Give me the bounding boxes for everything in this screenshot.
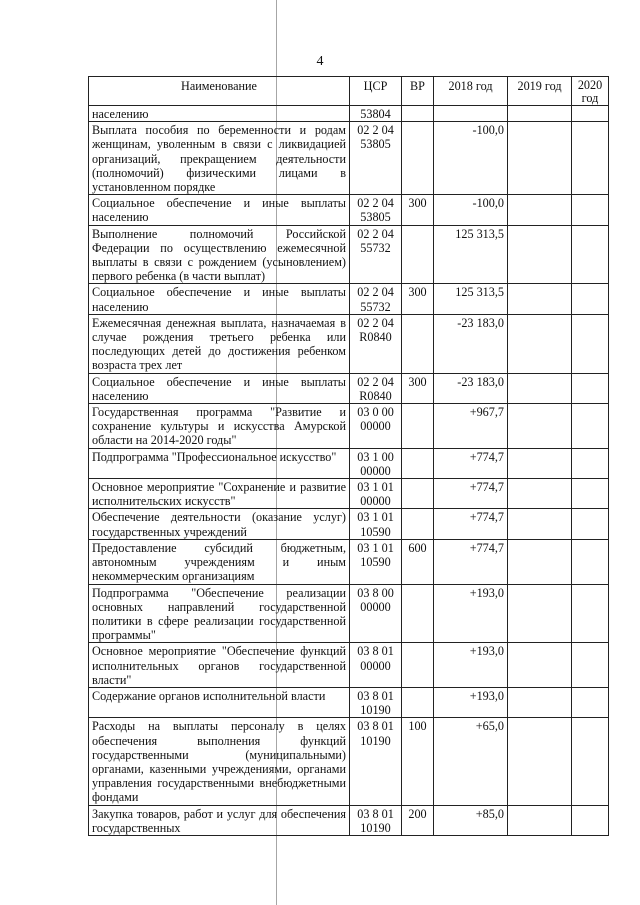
row-vr-cell	[402, 509, 434, 539]
row-2020-cell	[572, 718, 609, 805]
row-vr-cell: 100	[402, 718, 434, 805]
row-2019-cell	[508, 479, 572, 509]
row-2020-cell	[572, 195, 609, 225]
row-2018-cell: +193,0	[434, 584, 508, 643]
row-csr-cell: 03 0 00 00000	[350, 404, 402, 449]
row-2020-cell	[572, 106, 609, 122]
row-2019-cell	[508, 448, 572, 478]
row-vr-cell	[402, 687, 434, 717]
row-name-cell: Предоставление субсидий бюджетным, автономным учреждениям и иным некоммерческим организациям	[89, 539, 350, 584]
row-2018-cell: +774,7	[434, 479, 508, 509]
row-csr-cell: 03 1 00 00000	[350, 448, 402, 478]
row-vr-cell	[402, 479, 434, 509]
row-csr-cell: 02 2 04 53805	[350, 195, 402, 225]
row-2018-cell: -23 183,0	[434, 314, 508, 373]
table-row	[89, 314, 609, 373]
row-name-cell: Содержание органов исполнительной власти	[89, 687, 350, 717]
row-name-cell: Социальное обеспечение и иные выплаты населению	[89, 284, 350, 314]
row-2018-cell: +774,7	[434, 448, 508, 478]
row-2018-cell: +774,7	[434, 539, 508, 584]
row-2019-cell	[508, 584, 572, 643]
table-row	[89, 718, 609, 805]
row-name-cell: Обеспечение деятельности (оказание услуг) государственных учреждений	[89, 509, 350, 539]
row-name-cell: Подпрограмма "Обеспечение реализации основных направлений государственной политики в сфере реализации государственной программы"	[89, 584, 350, 643]
row-vr-cell: 600	[402, 539, 434, 584]
page-number: 4	[316, 54, 324, 69]
table-body	[89, 106, 609, 836]
row-2019-cell	[508, 718, 572, 805]
row-name-cell: Закупка товаров, работ и услуг для обеспечения государственных	[89, 805, 350, 835]
row-2019-cell	[508, 509, 572, 539]
row-2019-cell	[508, 643, 572, 688]
table-row	[89, 479, 609, 509]
row-vr-cell: 300	[402, 195, 434, 225]
row-2020-cell	[572, 479, 609, 509]
table-row	[89, 225, 609, 284]
row-2019-cell	[508, 805, 572, 835]
header-2019: 2019 год	[508, 77, 572, 106]
row-2018-cell: +85,0	[434, 805, 508, 835]
row-vr-cell	[402, 404, 434, 449]
row-csr-cell: 03 8 01 10190	[350, 805, 402, 835]
table-row	[89, 643, 609, 688]
row-vr-cell	[402, 643, 434, 688]
row-2018-cell: -100,0	[434, 122, 508, 195]
row-2019-cell	[508, 284, 572, 314]
row-name-cell: Выполнение полномочий Российской Федерации по осуществлению ежемесячной выплаты в связи с рождением (усыновлением) первого ребенка (в части выплат)	[89, 225, 350, 284]
row-2020-cell	[572, 448, 609, 478]
row-name-cell: Ежемесячная денежная выплата, назначаемая в случае рождения третьего ребенка или последующих детей до достижения ребенком возраста трех лет	[89, 314, 350, 373]
row-2018-cell: -100,0	[434, 195, 508, 225]
row-csr-cell: 03 8 00 00000	[350, 584, 402, 643]
row-2020-cell	[572, 314, 609, 373]
row-csr-cell: 03 8 01 10190	[350, 687, 402, 717]
row-vr-cell	[402, 106, 434, 122]
row-2020-cell	[572, 284, 609, 314]
table-row	[89, 509, 609, 539]
table-row	[89, 539, 609, 584]
row-2020-cell	[572, 509, 609, 539]
row-csr-cell: 03 8 01 00000	[350, 643, 402, 688]
row-2018-cell: +65,0	[434, 718, 508, 805]
row-2018-cell: +967,7	[434, 404, 508, 449]
row-vr-cell	[402, 448, 434, 478]
row-vr-cell: 300	[402, 284, 434, 314]
row-2020-cell	[572, 122, 609, 195]
header-csr: ЦСР	[350, 77, 402, 106]
row-2020-cell	[572, 539, 609, 584]
row-vr-cell	[402, 584, 434, 643]
row-2018-cell	[434, 106, 508, 122]
row-2019-cell	[508, 314, 572, 373]
row-csr-cell: 02 2 04 R0840	[350, 373, 402, 403]
table-row	[89, 687, 609, 717]
row-2020-cell	[572, 225, 609, 284]
table-row	[89, 284, 609, 314]
table-row	[89, 195, 609, 225]
row-2019-cell	[508, 539, 572, 584]
table-row	[89, 122, 609, 195]
row-2020-cell	[572, 373, 609, 403]
row-2018-cell: -23 183,0	[434, 373, 508, 403]
row-2018-cell: 125 313,5	[434, 284, 508, 314]
row-csr-cell: 02 2 04 55732	[350, 225, 402, 284]
table-row	[89, 448, 609, 478]
row-2018-cell: 125 313,5	[434, 225, 508, 284]
table-row	[89, 373, 609, 403]
row-vr-cell: 200	[402, 805, 434, 835]
row-name-cell: Расходы на выплаты персоналу в целях обеспечения выполнения функций государственными (муниципальными) органами, казенными учреждениями, органами управления государственными внебюджетными фондами	[89, 718, 350, 805]
header-2018: 2018 год	[434, 77, 508, 106]
row-csr-cell: 02 2 04 53805	[350, 122, 402, 195]
row-2019-cell	[508, 225, 572, 284]
row-2019-cell	[508, 122, 572, 195]
row-vr-cell	[402, 225, 434, 284]
row-2018-cell: +193,0	[434, 687, 508, 717]
row-2019-cell	[508, 106, 572, 122]
row-csr-cell: 03 8 01 10190	[350, 718, 402, 805]
row-csr-cell: 03 1 01 10590	[350, 509, 402, 539]
table-header-row	[89, 77, 609, 106]
row-csr-cell: 03 1 01 00000	[350, 479, 402, 509]
row-vr-cell	[402, 122, 434, 195]
row-2019-cell	[508, 404, 572, 449]
table-row	[89, 805, 609, 835]
row-2018-cell: +193,0	[434, 643, 508, 688]
table-row	[89, 404, 609, 449]
row-2019-cell	[508, 687, 572, 717]
row-vr-cell: 300	[402, 373, 434, 403]
row-2019-cell	[508, 373, 572, 403]
row-2020-cell	[572, 584, 609, 643]
row-2018-cell: +774,7	[434, 509, 508, 539]
row-name-cell: Подпрограмма "Профессиональное искусство"	[89, 448, 350, 478]
row-name-cell: Основное мероприятие "Сохранение и развитие исполнительских искусств"	[89, 479, 350, 509]
row-name-cell: Социальное обеспечение и иные выплаты населению	[89, 373, 350, 403]
row-csr-cell: 03 1 01 10590	[350, 539, 402, 584]
row-csr-cell: 53804	[350, 106, 402, 122]
header-name: Наименование	[89, 77, 350, 106]
row-2020-cell	[572, 687, 609, 717]
row-name-cell: Выплата пособия по беременности и родам женщинам, уволенным в связи с ликвидацией организаций, прекращением деятельности (полномочий) физическими лицами в установленном порядке	[89, 122, 350, 195]
table-row	[89, 106, 609, 122]
row-csr-cell: 02 2 04 55732	[350, 284, 402, 314]
row-2019-cell	[508, 195, 572, 225]
header-2020: 2020 год	[572, 77, 609, 106]
row-csr-cell: 02 2 04 R0840	[350, 314, 402, 373]
row-2020-cell	[572, 643, 609, 688]
row-name-cell: Основное мероприятие "Обеспечение функций исполнительных органов государственной власти"	[89, 643, 350, 688]
budget-table	[88, 76, 609, 836]
row-name-cell: Социальное обеспечение и иные выплаты населению	[89, 195, 350, 225]
row-vr-cell	[402, 314, 434, 373]
table-row	[89, 584, 609, 643]
row-2020-cell	[572, 404, 609, 449]
row-name-cell: Государственная программа "Развитие и сохранение культуры и искусства Амурской области на 2014-2020 годы"	[89, 404, 350, 449]
header-vr: ВР	[402, 77, 434, 106]
row-name-cell: населению	[89, 106, 350, 122]
row-2020-cell	[572, 805, 609, 835]
